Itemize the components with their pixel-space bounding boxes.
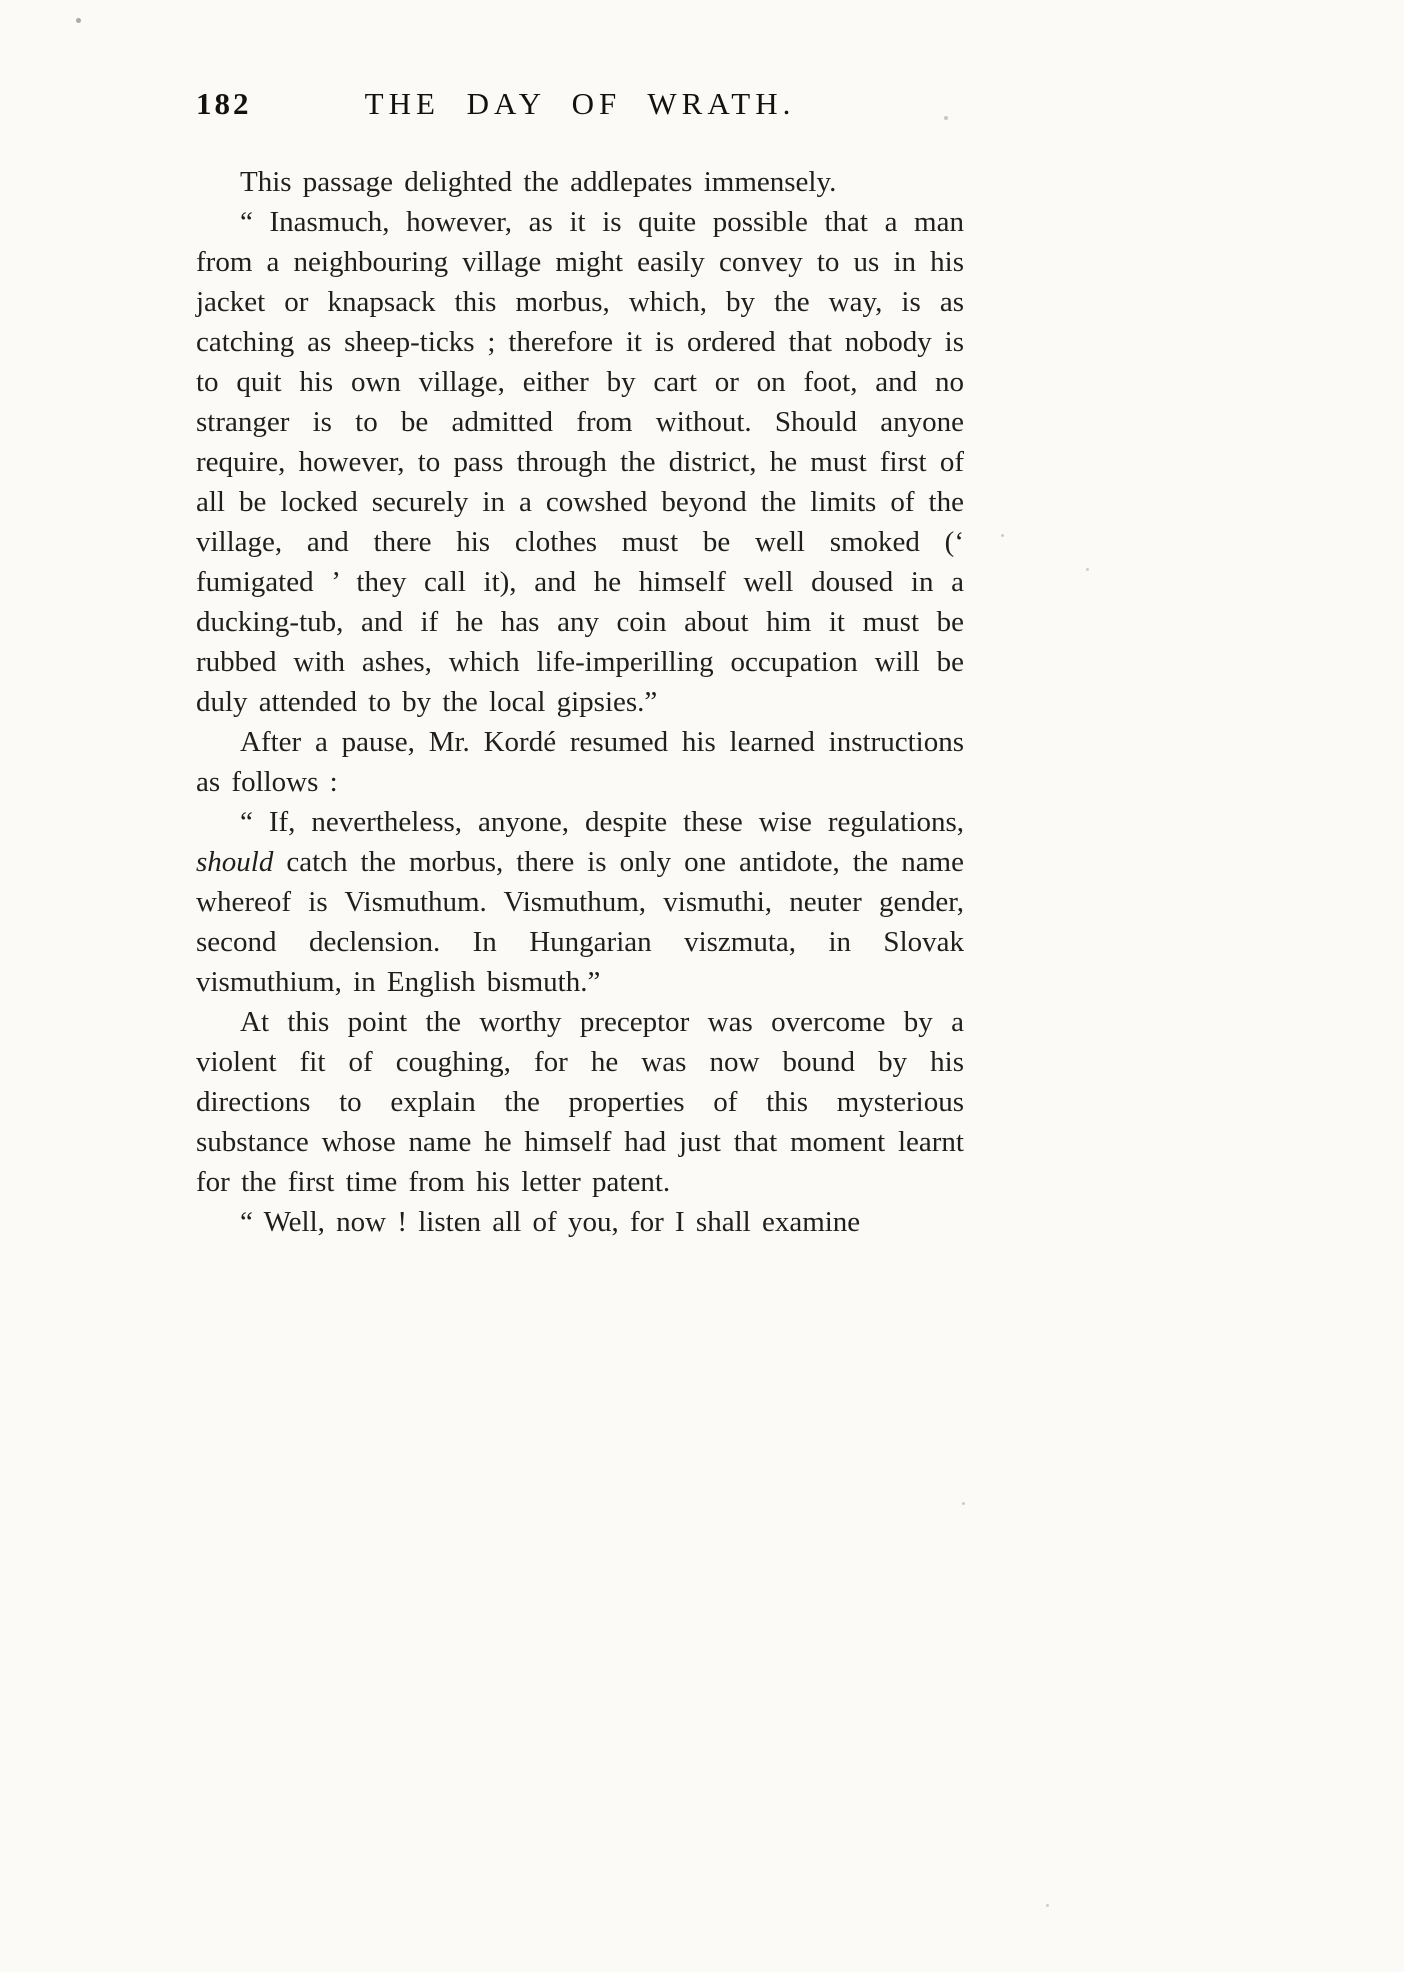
page-title: THE DAY OF WRATH. (364, 86, 796, 121)
scan-speck (1086, 568, 1089, 571)
text-run: At this point the worthy preceptor was overcome by a violent fit of coughing, for he was now bound by his directions to explain the properties of this mysterious substance whose name he himself had just that moment learnt for the first time from his letter patent. (196, 1006, 964, 1198)
text-run: This passage delighted the addlepates immensely. (240, 166, 837, 198)
text-run: “ If, nevertheless, anyone, despite these wise regulations, (240, 806, 964, 838)
scan-speck (76, 18, 81, 23)
scan-speck (1001, 534, 1004, 537)
text-run: catch the morbus, there is only one antidote, the name whereof is Vismuthum. Vismuthum, vismuthi, neuter gender, second declension. In Hungarian viszmuta, in Slovak vismuthium, in English bismuth.” (196, 846, 964, 998)
text-run: After a pause, Mr. Kordé resumed his learned instructions as follows : (196, 726, 964, 798)
paragraph (196, 162, 964, 202)
paragraph (196, 722, 964, 802)
book-page (196, 86, 964, 1242)
text-run: “ Well, now ! listen all of you, for I shall examine (240, 1206, 861, 1238)
page-header (196, 86, 964, 130)
scan-speck (962, 1502, 965, 1505)
italic-text: should (196, 846, 274, 878)
paragraph (196, 1202, 964, 1242)
page-number: 182 (196, 86, 252, 121)
scan-speck (1046, 1904, 1049, 1907)
paragraph (196, 1002, 964, 1202)
paragraph (196, 802, 964, 1002)
page-body (196, 162, 964, 1242)
text-run: “ Inasmuch, however, as it is quite possible that a man from a neighbouring village might easily convey to us in his jacket or knapsack this morbus, which, by the way, is as catching as sheep-ticks ; therefore it is ordered that nobody is to quit his own village, either by cart or on foot, and no stranger is to be admitted from without. Should anyone require, however, to pass through the district, he must first of all be locked securely in a cowshed beyond the limits of the village, and there his clothes must be well smoked (‘ fumigated ’ they call it), and he himself well doused in a ducking-tub, and if he has any coin about him it must be rubbed with ashes, which life-imperilling occupation will be duly attended to by the local gipsies.” (196, 206, 964, 718)
paragraph (196, 202, 964, 722)
